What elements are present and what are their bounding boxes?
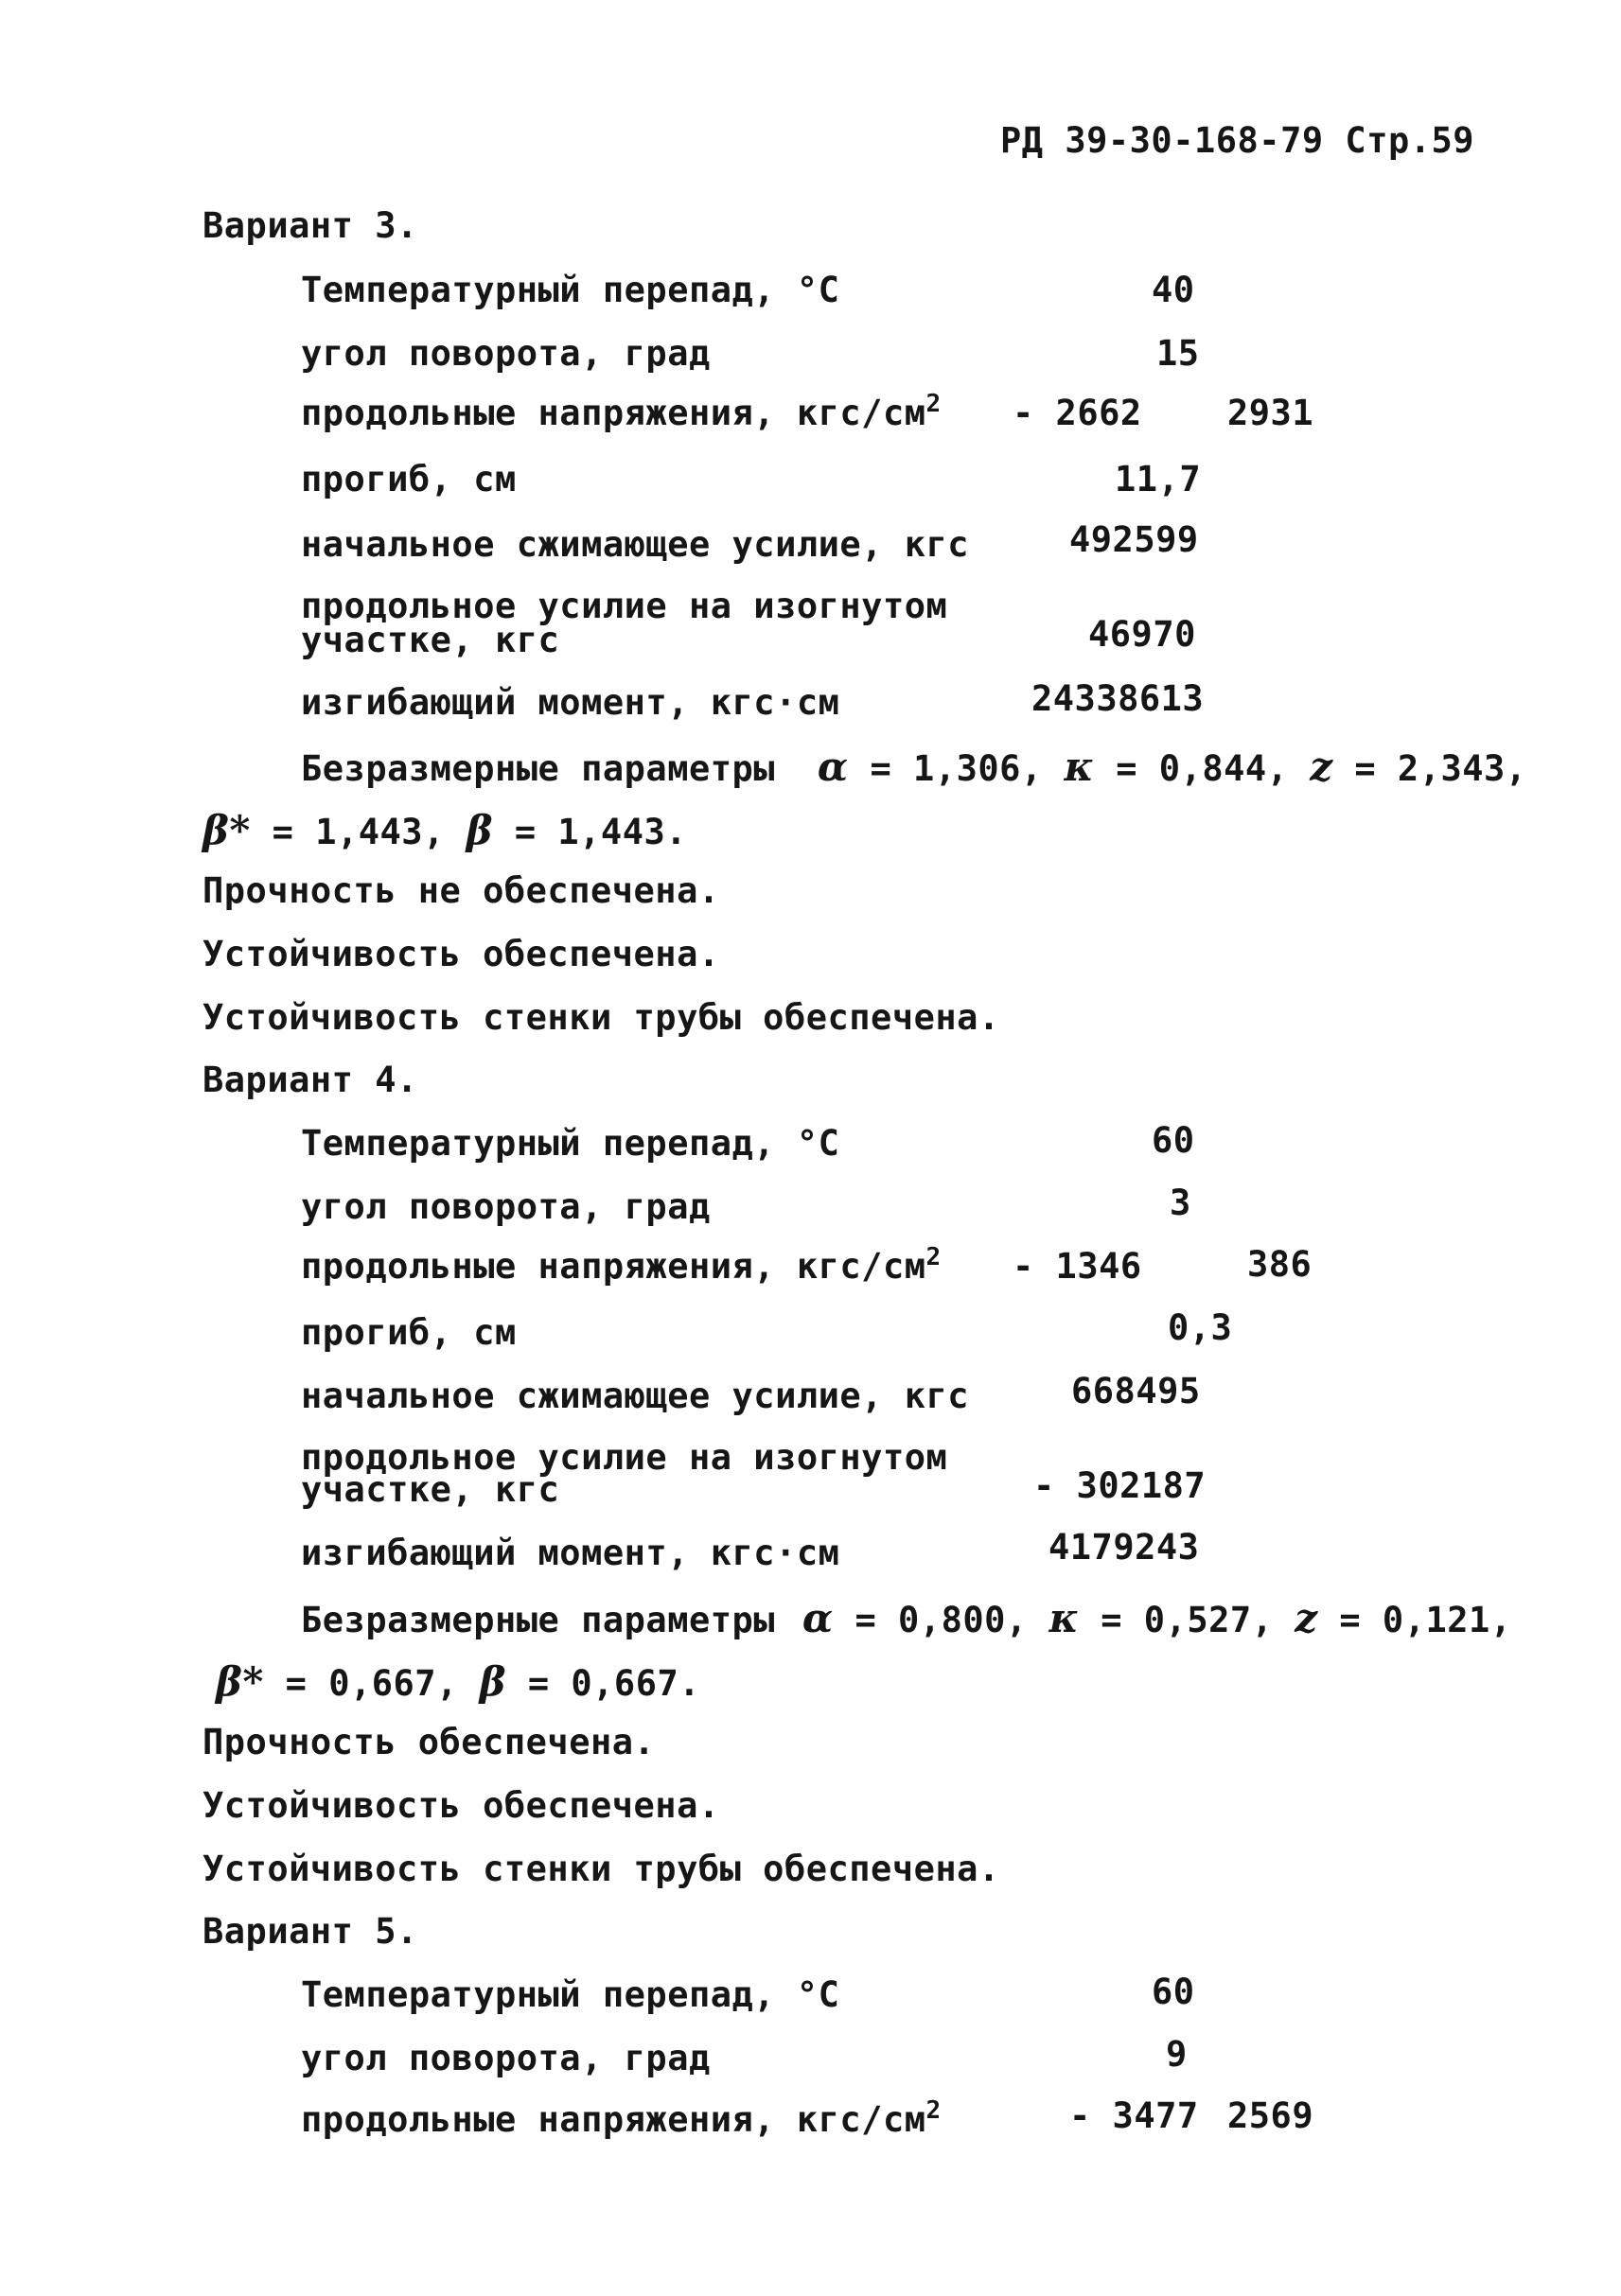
v3-longitudinal-force-value: 46970	[1088, 614, 1196, 655]
v3-beta-value: = 1,443.	[514, 812, 688, 852]
v3-stress-sup: 2	[925, 390, 942, 418]
v4-temp-value: 60	[1152, 1120, 1195, 1161]
v4-beta-symbol: β	[479, 1658, 507, 1705]
v4-temp-unit: °С	[796, 1123, 840, 1164]
v3-beta-star-symbol: β*	[203, 807, 251, 853]
v4-angle-label: угол поворота, град	[301, 1186, 711, 1227]
v3-initial-force-label: начальное сжимающее усилие, кгс	[301, 524, 970, 565]
v4-kappa-symbol: κ	[1048, 1595, 1080, 1641]
v4-beta-star-value: = 0,667,	[285, 1663, 458, 1704]
v4-params-line: Безразмерные параметры α = 0,800, κ = 0,527, z = 0,121,	[301, 1595, 1512, 1641]
v4-initial-force-label: начальное сжимающее усилие, кгс	[301, 1376, 970, 1416]
v3-beta-star-value: = 1,443,	[272, 812, 445, 852]
variant-3-title: Вариант 3.	[203, 205, 418, 246]
v5-stress-value-1: - 3477	[1069, 2095, 1199, 2136]
v5-temp-value: 60	[1152, 1972, 1195, 2012]
v5-stress-sup: 2	[925, 2096, 942, 2125]
v3-beta-symbol: β	[466, 807, 494, 853]
v3-alpha-value: = 1,306,	[870, 748, 1043, 789]
v4-kappa-value: = 0,527,	[1101, 1600, 1274, 1640]
v4-beta-line	[216, 1658, 701, 1705]
v4-alpha-symbol: α	[802, 1595, 834, 1641]
v3-kappa-symbol: κ	[1064, 744, 1095, 790]
v4-bending-moment-value: 4179243	[1048, 1527, 1200, 1568]
v5-stress-label: продольные напряжения, кгс/$см^2$	[301, 2096, 942, 2140]
v4-longitudinal-force-label-1: продольное усилие на изогнутом	[301, 1437, 948, 1478]
v3-stress-value-2: 2931	[1227, 393, 1314, 433]
v4-stress-label: продольные напряжения, кгс/$см^2$	[301, 1243, 942, 1287]
v3-stability: Устойчивость обеспечена.	[203, 934, 720, 974]
v4-initial-force-value: 668495	[1071, 1371, 1201, 1411]
v4-stress-value-1: - 1346	[1013, 1246, 1142, 1287]
v4-alpha-value: = 0,800,	[855, 1600, 1028, 1640]
v3-stress-label: продольные напряжения, кгс/$см^2$	[301, 390, 942, 433]
v4-stress-value-2: 386	[1247, 1244, 1313, 1285]
v3-kappa-value: = 0,844,	[1116, 748, 1289, 789]
page-header-ref: РД 39-30-168-79 Стр.59	[1000, 120, 1475, 161]
v4-angle-value: 3	[1170, 1183, 1191, 1223]
v5-temp-label: Температурный перепад, °С	[301, 1974, 840, 2015]
v3-alpha-symbol: α	[817, 744, 849, 790]
v4-stability: Устойчивость обеспечена.	[203, 1785, 720, 1826]
v4-longitudinal-force-value: - 302187	[1033, 1465, 1207, 1506]
v4-z-symbol: z	[1295, 1595, 1318, 1641]
v4-beta-value: = 0,667.	[527, 1663, 701, 1704]
v3-temp-label: Температурный перепад, °С	[301, 270, 840, 310]
v3-z-value: = 2,343,	[1354, 748, 1527, 789]
v4-bending-moment-label: изгибающий момент, кгс·см	[301, 1533, 840, 1573]
v3-wall-stability: Устойчивость стенки трубы обеспечена.	[203, 997, 1000, 1038]
v4-z-value: = 0,121,	[1339, 1600, 1512, 1640]
v5-temp-unit: °С	[796, 1974, 840, 2015]
v3-temp-value: 40	[1152, 270, 1195, 310]
v3-z-symbol: z	[1310, 744, 1333, 790]
v4-wall-stability: Устойчивость стенки трубы обеспечена.	[203, 1849, 1000, 1889]
v3-initial-force-value: 492599	[1069, 519, 1199, 560]
v3-longitudinal-force-label-1: продольное усилие на изогнутом	[301, 586, 948, 626]
v3-longitudinal-force-label-2: участке, кгс	[301, 620, 560, 660]
v4-deflection-value: 0,3	[1168, 1307, 1233, 1348]
v3-stress-value-1: - 2662	[1013, 393, 1142, 433]
v4-beta-star-symbol: β*	[216, 1658, 264, 1705]
v3-temp-unit: °С	[796, 270, 840, 310]
v3-beta-line	[203, 807, 688, 853]
v5-angle-label: угол поворота, град	[301, 2038, 711, 2078]
v4-strength: Прочность обеспечена.	[203, 1722, 656, 1762]
variant-4-title: Вариант 4.	[203, 1060, 418, 1100]
v4-stress-sup: 2	[925, 1243, 942, 1271]
v3-params-line: Безразмерные параметры α = 1,306, κ = 0,844, z = 2,343,	[301, 744, 1527, 790]
v3-bending-moment-value: 24338613	[1031, 678, 1205, 719]
v4-temp-label: Температурный перепад, °С	[301, 1123, 840, 1164]
v3-angle-label: угол поворота, град	[301, 333, 711, 374]
v5-angle-value: 9	[1166, 2034, 1188, 2075]
v3-deflection-value: 11,7	[1115, 459, 1202, 500]
v4-deflection-label: прогиб, см	[301, 1312, 517, 1353]
v4-longitudinal-force-label-2: участке, кгс	[301, 1469, 560, 1510]
variant-5-title: Вариант 5.	[203, 1911, 418, 1952]
v3-bending-moment-label: изгибающий момент, кгс·см	[301, 682, 840, 723]
v3-angle-value: 15	[1156, 333, 1200, 374]
v3-deflection-label: прогиб, см	[301, 459, 517, 500]
v3-strength: Прочность не обеспечена.	[203, 870, 720, 911]
v5-stress-value-2: 2569	[1227, 2095, 1314, 2136]
